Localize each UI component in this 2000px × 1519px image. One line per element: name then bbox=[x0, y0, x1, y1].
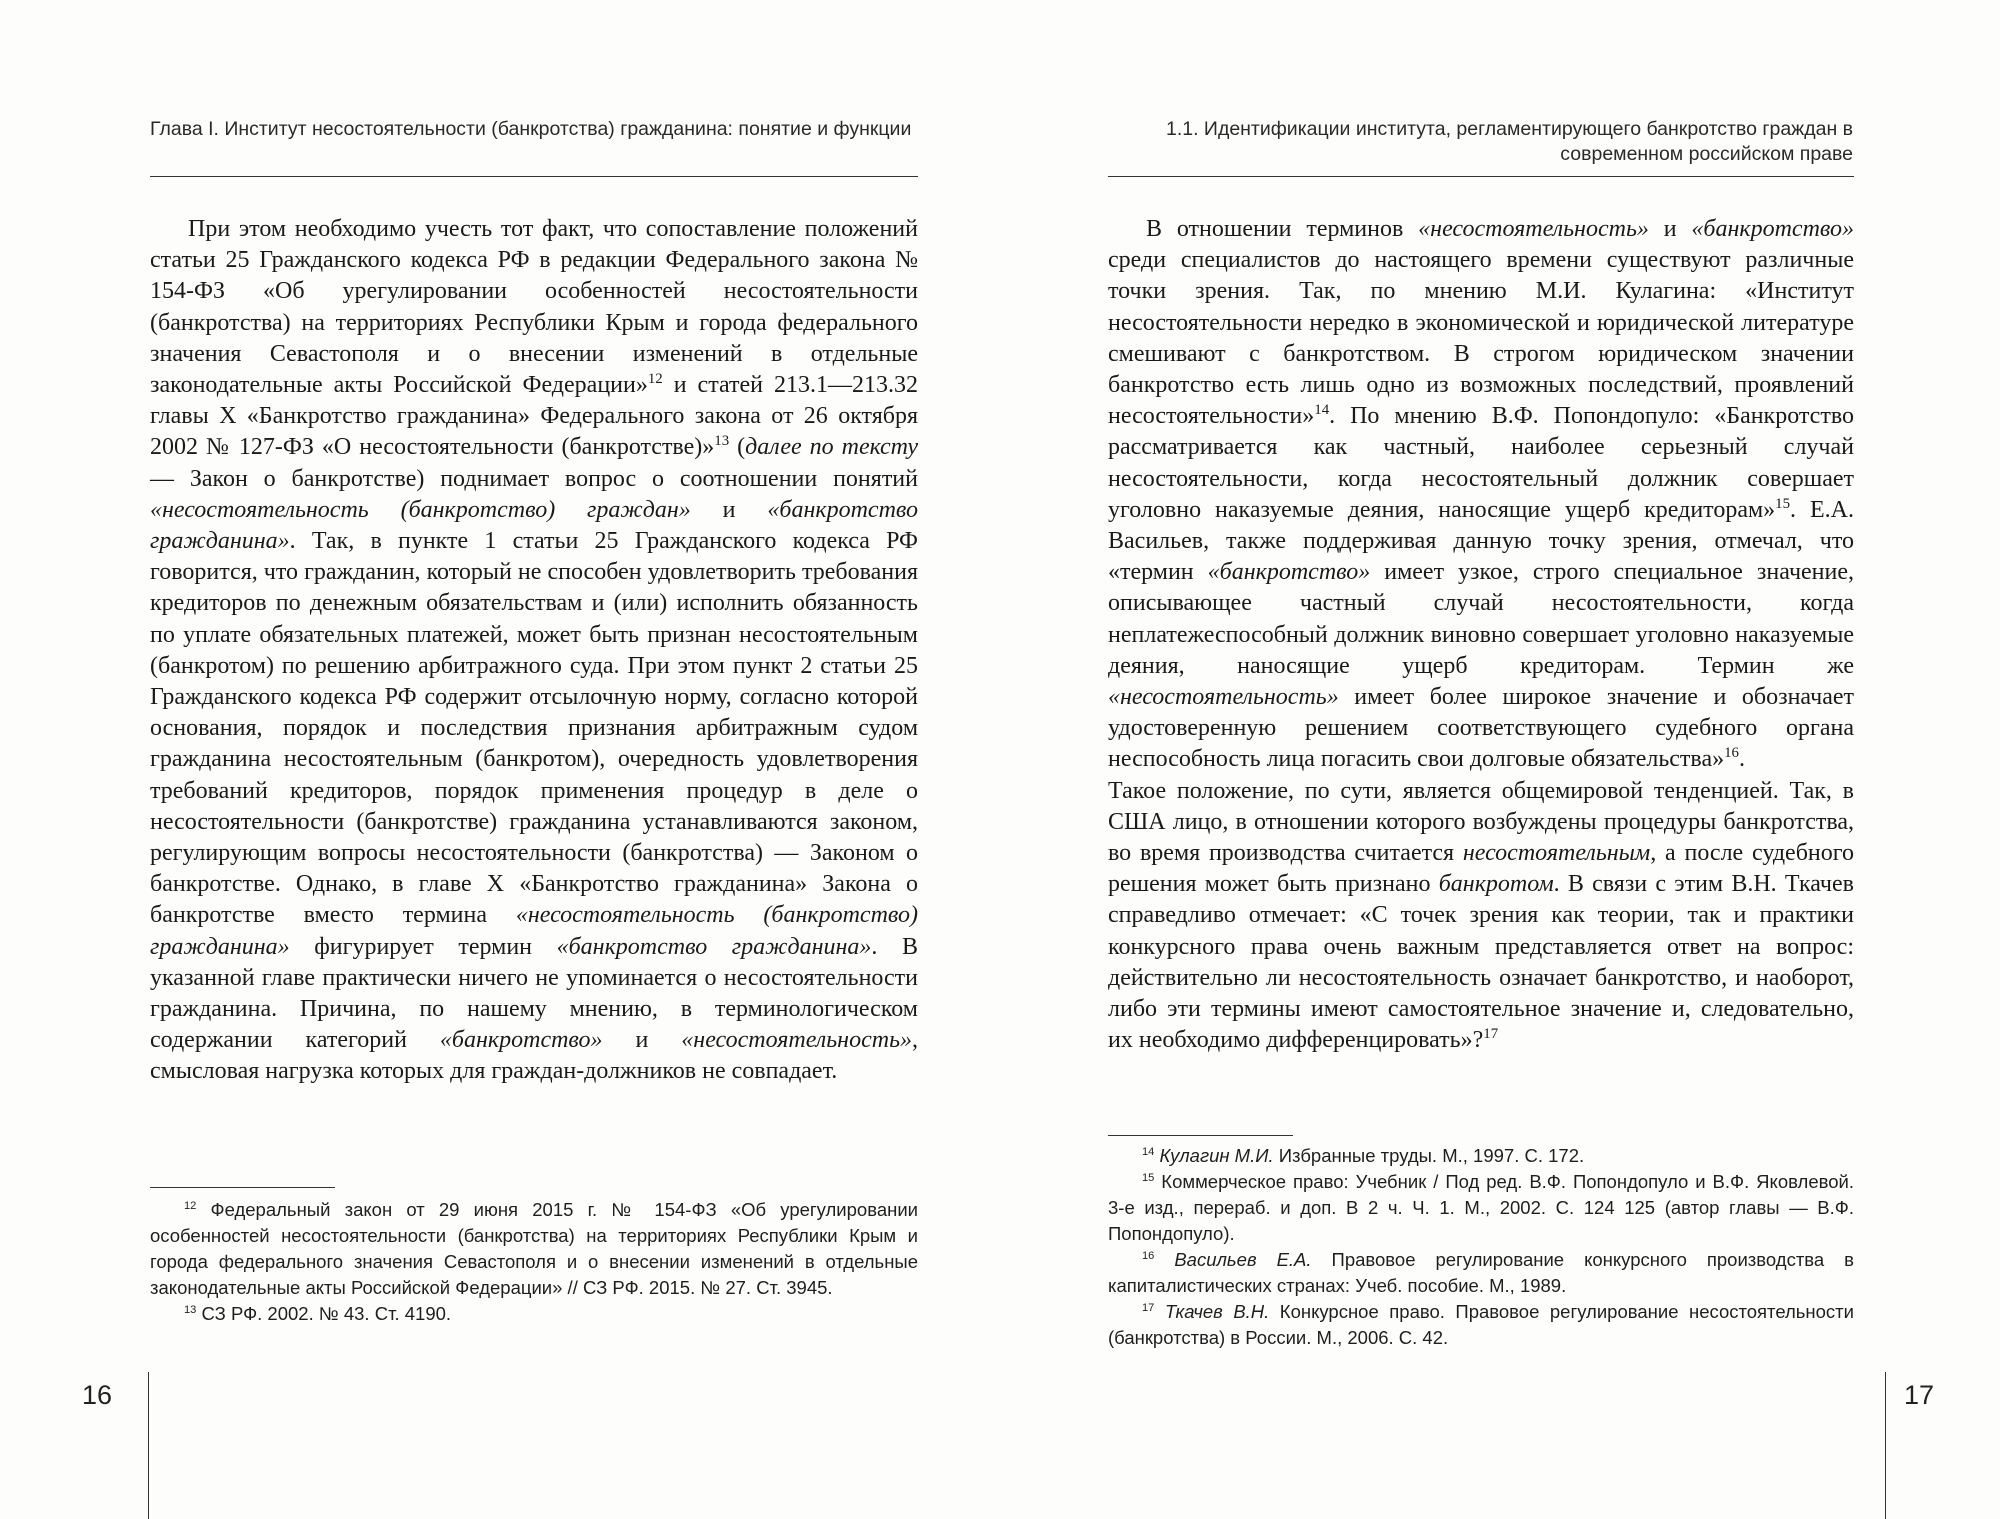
margin-rule bbox=[148, 1372, 149, 1519]
footnote-ref[interactable]: 17 bbox=[1483, 1026, 1499, 1043]
page-number: 16 bbox=[82, 1380, 113, 1410]
right-page bbox=[1000, 0, 2000, 1519]
footnote: $^{12}$ Федеральный закон от 29 июня 2015 г. № 154-ФЗ «Об урегулировании особенностей несостоятельности (банкротства) на территориях Республики Крым и города федерального значения Севастополя и о внесении изменений в отдельные законодательные акты Российской Федерации» // СЗ РФ. 2015. № 27. Ст. 3945. bbox=[150, 1199, 919, 1298]
footnote: $^{16}$ Васильев Е.А. Правовое регулирование конкурсного производства в капиталистических странах: Учеб. пособие. М., 1989. bbox=[1108, 1249, 1855, 1296]
footnotes bbox=[1108, 1143, 1854, 1351]
footnote-rule bbox=[1108, 1135, 1293, 1136]
footnotes bbox=[150, 1197, 918, 1327]
footnote: $^{15}$ Коммерческое право: Учебник / Под ред. В.Ф. Попондопуло и В.Ф. Яковлевой. 3-е изд., перераб. и доп. В 2 ч. Ч. 1. М., 2002. С. 124 125 (автор главы — В.Ф. Попондопуло). bbox=[1108, 1171, 1854, 1244]
paragraph: Такое положение, по сути, является общемировой тенденцией. Так, в США лицо, в отношении которого возбуждены процедуры банкротства, во время производства считается несостоятельным, а после судебного решения может быть признано банкротом. В связи с этим В.Н. Ткачев справедливо отмечает: «С точек зрения как теории, так и практики конкурсного права очень важным представляется ответ на вопрос: действительно ли несостоятельность означает банкротство, и наоборот, либо эти термины имеют самостоятельное значение и, следовательно, их необходимо дифференцировать»?$^{17}$ bbox=[1108, 777, 1854, 1054]
footnote: $^{14}$ Кулагин М.И. Избранные труды. М., 1997. С. 172. bbox=[1142, 1145, 1585, 1166]
page-number: 17 bbox=[1904, 1380, 1935, 1410]
paragraph: При этом необходимо учесть тот факт, что сопоставление положений статьи 25 Гражданского кодекса РФ в редакции Федерального закона № 154-ФЗ «Об урегулировании особенностей несостоятельности (банкротства) на территориях Республики Крым и города федерального значения Севастополя и о внесении изменений в отдельные законодательные акты Российской Федерации»$^{12}$ и статей 213.1—213.32 главы X «Банкротство гражданина» Федерального закона от 26 октября 2002 № 127-ФЗ «О несостоятельности (банкротстве)»$^{13}$ (далее по тексту — Закон о банкротстве) поднимает вопрос о соотношении понятий «несостоятельность (банкротство) граждан» и «банкротство гражданина». Так, в пункте 1 статьи 25 Гражданского кодекса РФ говорится, что гражданин, который не способен удовлетворить требования кредиторов по денежным обязательствам и (или) исполнить обязанность по уплате обязательных платежей, может быть признан несостоятельным (банкротом) по решению арбитражного суда. При этом пункт 2 статьи 25 Гражданского кодекса РФ содержит отсылочную норму, согласно которой основания, порядок и последствия признания арбитражным судом гражданина несостоятельным (банкротом), очередность удовлетворения требований кредиторов, порядок применения процедур в деле о несостоятельности (банкротстве) гражданина устанавливаются законом, регулирующим вопросы несостоятельности (банкротства) — Законом о банкротстве. Однако, в главе X «Банкротство гражданина» Закона о банкротстве вместо термина «несостоятельность (банкротство) гражданина» фигурирует термин «банкротство гражданина». В указанной главе практически ничего не упоминается о несостоятельности гражданина. Причина, по нашему мнению, в терминологическом содержании категорий «банкротство» и «несостоятельность», смысловая нагрузка которых для граждан-должников не совпадает. bbox=[150, 216, 919, 1085]
footnote-ref[interactable]: 13 bbox=[714, 433, 730, 450]
running-head: 1.1. Идентификации института, регламентирующего банкротство граждан в современном российском праве bbox=[1165, 118, 1853, 165]
footnote-ref[interactable]: 16 bbox=[1724, 745, 1739, 762]
header-rule bbox=[150, 176, 918, 177]
footnote-ref[interactable]: 12 bbox=[647, 371, 663, 388]
margin-rule bbox=[1885, 1372, 1886, 1519]
main-text bbox=[150, 214, 918, 1088]
footnote-rule bbox=[150, 1187, 335, 1188]
footnote: $^{17}$ Ткачев В.Н. Конкурсное право. Правовое регулирование несостоятельности (банкротства) в России. М., 2006. С. 42. bbox=[1108, 1301, 1854, 1348]
footnote: $^{13}$ СЗ РФ. 2002. № 43. Ст. 4190. bbox=[184, 1303, 452, 1324]
header-rule bbox=[1108, 176, 1854, 177]
running-head: Глава I. Институт несостоятельности (банкротства) гражданина: понятие и функции bbox=[150, 118, 912, 140]
footnote-ref[interactable]: 15 bbox=[1775, 495, 1791, 512]
main-text bbox=[1108, 214, 1854, 1056]
paragraph: В отношении терминов «несостоятельность» и «банкротство» среди специалистов до настоящего времени существуют различные точки зрения. Так, по мнению М.И. Кулагина: «Институт несостоятельности нередко в экономической и юридической литературе смешивают с банкротством. В строгом юридическом значении банкротство есть лишь одно из возможных последствий, проявлений несостоятельности»$^{14}$. По мнению В.Ф. Попондопуло: «Банкротство рассматривается как частный, наиболее серьезный случай несостоятельности, когда несостоятельный должник совершает уголовно наказуемые деяния, наносящие ущерб кредиторам»$^{15}$. Е.А. Васильев, также поддерживая данную точку зрения, отмечал, что «термин «банкротство» имеет узкое, строго специальное значение, описывающее частный случай несостоятельности, когда неплатежеспособный должник виновно совершает уголовно наказуемые деяния, наносящие ущерб кредиторам. Термин же «несостоятельность» имеет более широкое значение и обозначает удостоверенную решением соответствующего судебного органа неспособность лица погасить свои долговые обязательства»$^{16}$. bbox=[1108, 216, 1855, 773]
footnote-ref[interactable]: 14 bbox=[1314, 402, 1330, 419]
